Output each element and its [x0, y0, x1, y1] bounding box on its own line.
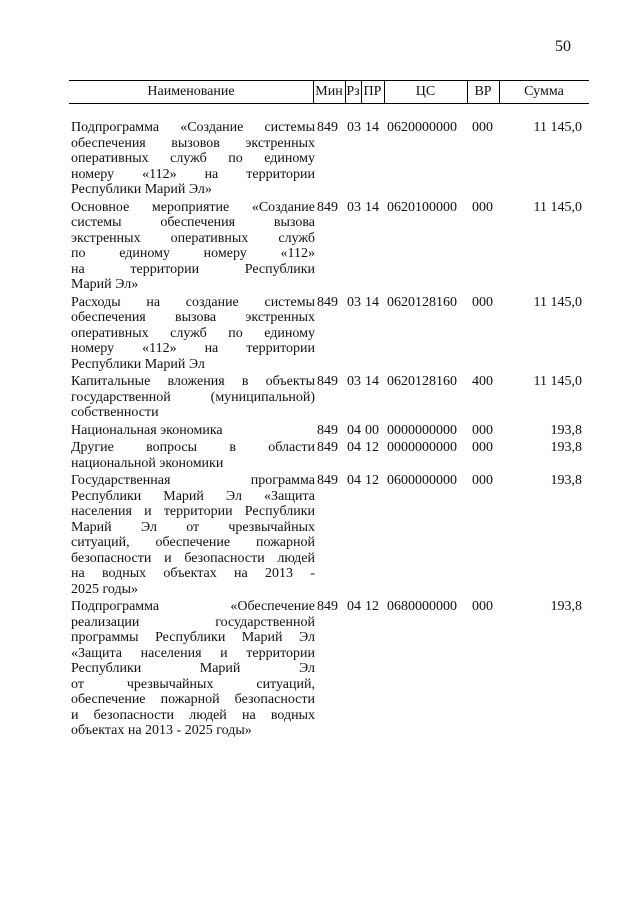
cell-pr: 14	[365, 374, 379, 389]
row-name-line: собственности	[71, 405, 159, 420]
row-name-line: «Защита населения и территории	[71, 645, 315, 661]
header-top-rule	[69, 80, 589, 81]
row-name-line: населения и территории Республики	[71, 504, 315, 519]
row-name-line: Другие вопросы в области	[71, 440, 315, 455]
row-name-line: оперативных служб по единому	[71, 325, 315, 341]
row-name-line: безопасности и безопасности людей	[71, 550, 315, 566]
cell-rz: 04	[347, 440, 361, 455]
cell-min: 849	[317, 473, 338, 488]
cell-rz: 04	[347, 473, 361, 488]
row-name	[71, 120, 315, 198]
cell-cs: 0620000000	[387, 120, 457, 135]
cell-vr: 000	[472, 440, 493, 455]
cell-pr: 14	[365, 120, 379, 135]
row-name-line: от чрезвычайных ситуаций,	[71, 676, 315, 692]
cell-min: 849	[317, 440, 338, 455]
row-name-line: на территории Республики	[71, 261, 315, 277]
cell-sum: 193,8	[550, 422, 582, 438]
cell-vr: 000	[472, 599, 493, 614]
row-name-line: и безопасности людей на водных	[71, 707, 315, 723]
cell-rz: 03	[347, 199, 361, 215]
header-vr: ВР	[474, 84, 492, 99]
row-name-line: Марий Эл»	[71, 277, 139, 292]
cell-vr: 000	[472, 120, 493, 135]
cell-pr: 12	[365, 473, 379, 488]
row-name-line: номеру «112» на территории	[71, 166, 315, 182]
row-name-line: Подпрограмма «Создание системы	[71, 120, 315, 135]
row-name-line: по единому номеру «112»	[71, 246, 315, 261]
cell-sum: 11 145,0	[533, 374, 582, 389]
cell-cs: 0600000000	[387, 473, 457, 488]
row-name-line: объектах на 2013 - 2025 годы»	[71, 723, 252, 738]
row-name-line: номеру «112» на территории	[71, 341, 315, 356]
row-name	[71, 374, 315, 421]
cell-vr: 000	[472, 294, 493, 310]
cell-cs: 0620128160	[387, 294, 457, 310]
cell-pr: 12	[365, 599, 379, 614]
cell-sum: 193,8	[550, 473, 582, 488]
cell-vr: 000	[472, 422, 493, 438]
row-name-line: Капитальные вложения в объекты	[71, 374, 315, 389]
row-name-line: Марий Эл от чрезвычайных	[71, 519, 315, 535]
header-min: Мин	[315, 84, 343, 99]
cell-sum: 11 145,0	[533, 199, 582, 215]
row-name-line: национальной экономики	[71, 455, 224, 471]
row-name-line: Республики Марий Эл	[71, 661, 315, 676]
cell-sum: 11 145,0	[533, 294, 582, 310]
row-name-line: Республики Марий Эл»	[71, 182, 212, 197]
row-name-line: 2025 годы»	[71, 581, 139, 597]
row-name	[71, 423, 315, 439]
cell-sum: 193,8	[550, 599, 582, 614]
cell-pr: 00	[365, 422, 379, 438]
cell-cs: 0000000000	[387, 422, 457, 438]
row-name	[71, 200, 315, 293]
cell-vr: 000	[472, 199, 493, 215]
row-name-line: ситуаций, обеспечение пожарной	[71, 535, 315, 550]
row-name-line: обеспечения вызовов экстренных	[71, 135, 315, 151]
cell-min: 849	[317, 120, 338, 135]
row-name	[71, 295, 315, 373]
header-name: Наименование	[147, 84, 235, 99]
row-name-line: экстренных оперативных служб	[71, 230, 315, 246]
row-name	[71, 473, 315, 597]
cell-pr: 12	[365, 440, 379, 455]
row-name-line: системы обеспечения вызова	[71, 215, 315, 230]
row-name-line: Государственная программа	[71, 473, 315, 488]
cell-cs: 0680000000	[387, 599, 457, 614]
row-name	[71, 599, 315, 739]
cell-rz: 03	[347, 374, 361, 389]
row-name-line: Республики Марий Эл	[71, 356, 205, 372]
cell-rz: 04	[347, 422, 361, 438]
cell-rz: 03	[347, 120, 361, 135]
cell-min: 849	[317, 294, 338, 310]
cell-min: 849	[317, 422, 338, 438]
cell-cs: 0620128160	[387, 374, 457, 389]
row-name-line: Республики Марий Эл «Защита	[71, 488, 315, 504]
cell-min: 849	[317, 374, 338, 389]
row-name	[71, 440, 315, 471]
row-name-line: оперативных служб по единому	[71, 151, 315, 166]
cell-min: 849	[317, 199, 338, 215]
cell-min: 849	[317, 599, 338, 614]
row-name-line: реализации государственной	[71, 614, 315, 630]
header-pr: ПР	[363, 84, 382, 99]
row-name-line: программы Республики Марий Эл	[71, 630, 315, 645]
row-name-line: Национальная экономика	[71, 422, 223, 438]
header-rz: Рз	[346, 84, 360, 99]
cell-cs: 0000000000	[387, 440, 457, 455]
header-sum: Сумма	[524, 84, 564, 99]
cell-sum: 193,8	[550, 440, 582, 455]
cell-sum: 11 145,0	[533, 120, 582, 135]
header-bottom-rule	[69, 103, 589, 104]
row-name-line: обеспечения вызова экстренных	[71, 310, 315, 325]
row-name-line: Подпрограмма «Обеспечение	[71, 599, 315, 614]
cell-rz: 03	[347, 294, 361, 310]
page-number: 50	[555, 38, 571, 55]
cell-cs: 0620100000	[387, 199, 457, 215]
header-cs: ЦС	[415, 84, 436, 99]
cell-pr: 14	[365, 294, 379, 310]
row-name-line: Расходы на создание системы	[71, 294, 315, 310]
cell-vr: 000	[472, 473, 493, 488]
row-name-line: на водных объектах на 2013 -	[71, 566, 315, 581]
cell-vr: 400	[472, 374, 493, 389]
row-name-line: государственной (муниципальной)	[71, 389, 315, 405]
row-name-line: Основное мероприятие «Создание	[71, 199, 315, 215]
cell-pr: 14	[365, 199, 379, 215]
cell-rz: 04	[347, 599, 361, 614]
row-name-line: обеспечение пожарной безопасности	[71, 692, 315, 707]
